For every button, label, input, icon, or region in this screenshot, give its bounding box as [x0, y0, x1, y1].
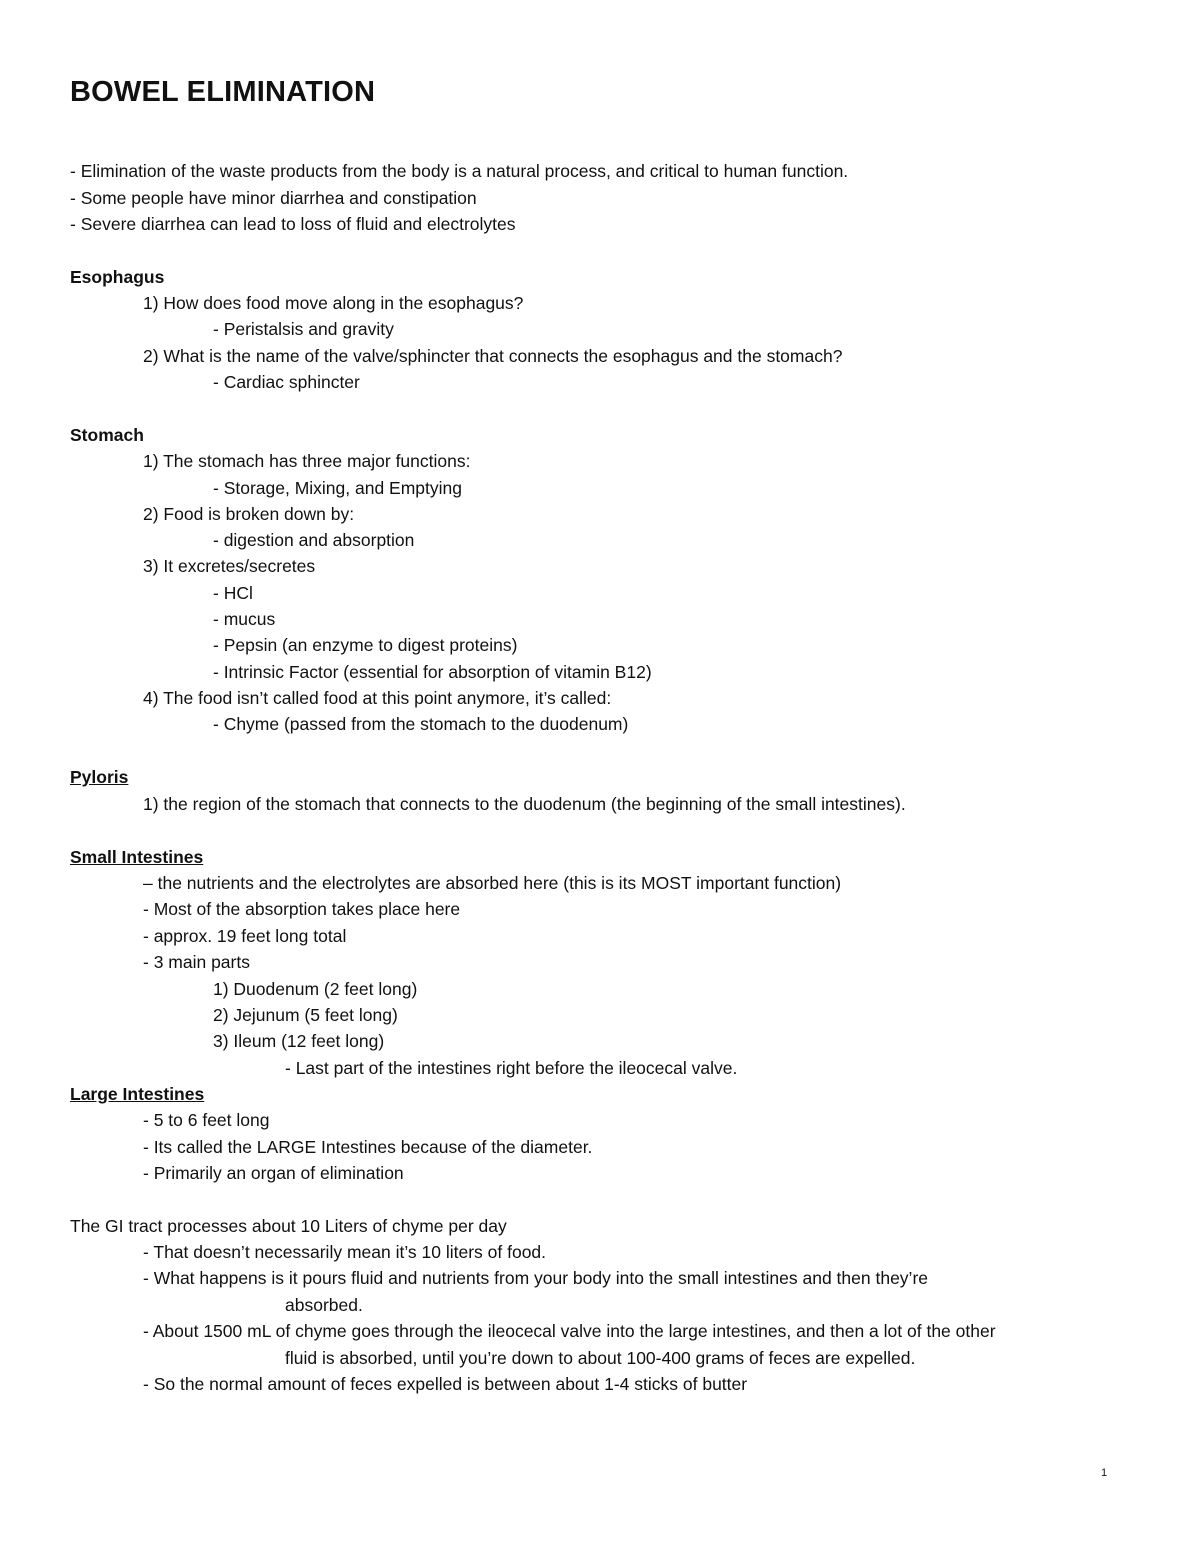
text-line: 1) Duodenum (2 feet long) — [213, 979, 418, 999]
text-line: 3) It excretes/secretes — [143, 556, 316, 576]
text-line: - About 1500 mL of chyme goes through the ileocecal valve into the large intestines, and then a lot of the other — [143, 1321, 996, 1341]
section-heading: Small Intestines — [70, 847, 204, 867]
text-line: 3) Ileum (12 feet long) — [213, 1031, 385, 1051]
page-number: 1 — [1101, 1467, 1108, 1479]
text-line: 2) What is the name of the valve/sphincter that connects the esophagus and the stomach? — [143, 346, 843, 366]
text-line: - What happens is it pours fluid and nutrients from your body into the small intestines and then they’re — [143, 1268, 929, 1288]
text-line: - 5 to 6 feet long — [143, 1110, 270, 1130]
text-line: - Severe diarrhea can lead to loss of fluid and electrolytes — [70, 214, 516, 234]
document-title: BOWEL ELIMINATION — [70, 76, 376, 108]
text-line: - So the normal amount of feces expelled is between about 1-4 sticks of butter — [143, 1374, 748, 1394]
text-line: - mucus — [213, 609, 276, 629]
text-line: - Elimination of the waste products from the body is a natural process, and critical to human function. — [70, 161, 849, 181]
text-line: - Some people have minor diarrhea and constipation — [70, 188, 477, 208]
text-line: - Peristalsis and gravity — [213, 319, 394, 339]
text-line: - Cardiac sphincter — [213, 372, 360, 392]
text-line: 1) The stomach has three major functions: — [143, 451, 471, 471]
text-line: - Storage, Mixing, and Emptying — [213, 478, 463, 498]
text-line: - Its called the LARGE Intestines because of the diameter. — [143, 1137, 593, 1157]
text-line: absorbed. — [285, 1295, 363, 1315]
text-line: - That doesn’t necessarily mean it’s 10 liters of food. — [143, 1242, 547, 1262]
text-line: - Intrinsic Factor (essential for absorption of vitamin B12) — [213, 662, 652, 682]
text-line: - Chyme (passed from the stomach to the duodenum) — [213, 714, 629, 734]
text-line: 2) Food is broken down by: — [143, 504, 355, 524]
text-line: - HCl — [213, 583, 253, 603]
text-line: 1) How does food move along in the esophagus? — [143, 293, 524, 313]
text-line: - Most of the absorption takes place here — [143, 899, 461, 919]
section-heading: Stomach — [70, 425, 144, 445]
text-line: fluid is absorbed, until you’re down to about 100-400 grams of feces are expelled. — [285, 1348, 916, 1368]
text-line: - digestion and absorption — [213, 530, 415, 550]
text-line: - Last part of the intestines right before the ileocecal valve. — [285, 1058, 738, 1078]
text-line: – the nutrients and the electrolytes are absorbed here (this is its MOST important function) — [143, 873, 842, 893]
text-line: - 3 main parts — [143, 952, 250, 972]
section-heading: Esophagus — [70, 267, 165, 287]
text-line: - approx. 19 feet long total — [143, 926, 347, 946]
section-heading: Pyloris — [70, 767, 129, 787]
section-heading: Large Intestines — [70, 1084, 205, 1104]
text-line: 2) Jejunum (5 feet long) — [213, 1005, 398, 1025]
text-line: 1) the region of the stomach that connects to the duodenum (the beginning of the small intestines). — [143, 794, 906, 814]
text-line: 4) The food isn’t called food at this point anymore, it’s called: — [143, 688, 612, 708]
text-line: The GI tract processes about 10 Liters of chyme per day — [70, 1216, 507, 1236]
text-line: - Primarily an organ of elimination — [143, 1163, 404, 1183]
text-line: - Pepsin (an enzyme to digest proteins) — [213, 635, 518, 655]
